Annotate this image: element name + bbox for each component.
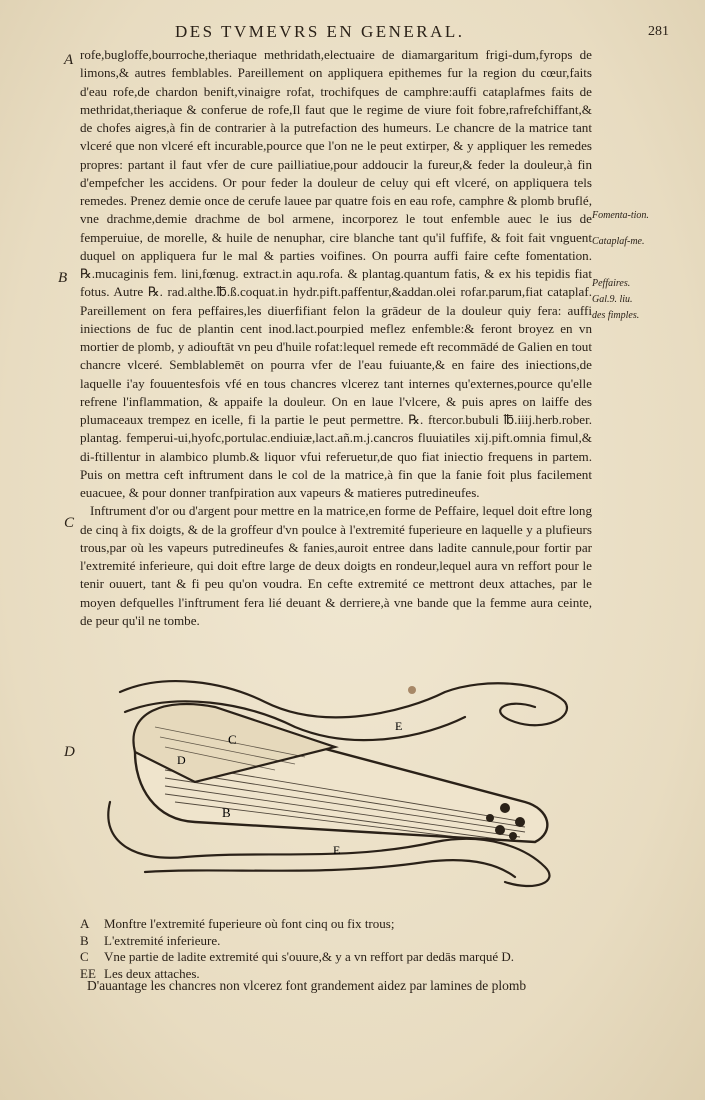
legend-row-a — [80, 916, 514, 933]
pessary-illustration — [105, 672, 580, 897]
running-head: DES TVMEVRS EN GENERAL. — [175, 22, 465, 41]
legend-text: Monftre l'extremité fuperieure où font cinq ou fix trous; — [104, 916, 395, 931]
margin-letter-a: A — [64, 52, 74, 68]
legend-text: Les deux attaches. — [104, 965, 200, 981]
figure-label-b: B — [222, 805, 231, 820]
margin-note-cataplasme: Cataplaf-me. — [592, 236, 645, 247]
pessary-body — [133, 704, 547, 842]
margin-note-fomentation: Fomenta-tion. — [592, 210, 649, 221]
figure-label-c: C — [228, 732, 237, 747]
pessary-woodcut — [105, 672, 580, 897]
margin-note-simples: des fimples. — [592, 310, 640, 321]
margin-note-pessaires: Peffaires. — [592, 278, 631, 289]
legend-key: B — [80, 932, 89, 948]
margin-letter-c: C — [64, 515, 75, 531]
page-number: 281 — [648, 24, 669, 39]
figure-label-e-lower: E — [333, 843, 341, 857]
figure-label-e-upper: E — [395, 719, 403, 733]
figure-label-d: D — [177, 753, 186, 767]
legend-text: Vne partie de ladite extremité qui s'ouure,& y a vn reffort par dedās marqué D. — [104, 949, 515, 964]
figure-legend — [80, 916, 514, 982]
margin-letter-b: B — [58, 270, 68, 286]
paragraph-2: Inftrument d'or ou d'argent pour mettre en la matrice,en forme de Peffaire, lequel doit eftre long de cinq à fix doigts, & de la groffeur d'vn poulce à l'extremité fuperieure en laquelle y a plufieurs trous,par où les vapeurs putredineufes & fanies,auroit entree dans ladite cannule,pour fortir par l'extremité inferieure, qui doit eftre large de deux doigts en rondeur,lequel aura vn reffort pour le tenir ouuert, tant & fi peu qu'on voudra. En cefte extremité ce mettront deux attaches, par le moyen defquelles l'inftrument fera lié deuant & derriere,à vne bande que la femme aura ceinte, de peur qu'il ne tombe. — [80, 503, 592, 628]
main-text — [80, 46, 592, 630]
paragraph-1: rofe,bugloffe,bourroche,theriaque methridath,electuaire de diamargaritum frigi-dum,fyrops de limons,& autres femblables. Pareillement on appliquera epithemes fur la region du cœur,faits d'eau rofe,de chardon benift,vinaigre rofat, trochifques de camphre:auffi cataplafmes faits de methridat,theriaque & conferue de rofe,Il faut que le regime de viure foit fobre,rafrefchiffant,& de chofes aigres,à fin de contrarier à la putrefaction des humeurs. Le chancre de la matrice tant vlceré que non vlceré eft incurable,pource que l'on ne le peut extirper, & y appliquer les remedes propres: partant il faut vfer de cure pailliatiue,pour addoucir la fureur,& feder la douleur,à fin d'empefcher les accidens. Or pour feder la douleur de celuy qui eft vlceré, on appliquera tels remedes. Prenez demie once de cerufe lauee par quatre fois en eau rofe, camphre & plomb bruflé, vne drachme,demie drachme de bol armene, incorporez le tout enfemble auec le ius de femperuiue, de morelle, & huile de nenuphar, cire blanche tant qu'il fuffife, & foit fait vnguent duquel on appliquera fur le mal & parties voifines. On pourra auffi faire cefte fomentation. ℞.mucaginis fem. lini,fœnug. extract.in aqu.rofa. & plantag.quantum fatis, & ex his tepidis fiat fotus. Autre ℞. rad.althe.℔.ß.coquat.in hydr.pift.paffentur,&addan.olei rofar.parum,fiat cataplaf. Pareillement on fera peffaires,les diuerfifiant felon la grādeur de la douleur quiy fera: auffi iniections de fuc de plantin cent inod.lact.pourpied meflez enfemble:& feront broyez en vn mortier de plomb, y adiouftāt vn peu d'huile rofat:lequel remede eft recommādé de Galien en tout chancre vlceré. Semblablemēt on pourra vfer de l'eau fuiuante,& en faire des iniections,de laquelle i'ay fouuentesfois vfé en tous chancres vlcerez tant internes qu'externes,pource qu'elle refrene l'inflammation, & appaife la douleur. On en laue l'vlcere, & puis apres on laiffe des plumaceaux trempez en icelle, fi la partie le peut permettre. ℞. ftercor.bubuli ℔.iiij.herb.rober. plantag. femperui-ui,hyofc,portulac.endiuiæ,lact.añ.m.j.cancros fluuiatiles xij.pift.omnia fimul,& di-ftillentur in alambico plumb.& liquor vfui referuetur,de quo fiat iniectio frequens in partem. Puis on mettra ceft inftrument dans le col de la matrice,à fin que la fanie foit plus facilement euacuee, & pour donner tranfpiration aux vapeurs & matieres putredineufes. — [80, 47, 592, 500]
legend-key: EE — [80, 965, 96, 981]
legend-key: A — [80, 916, 90, 931]
legend-row-b — [80, 933, 514, 950]
margin-letter-d: D — [64, 744, 75, 760]
legend-text: L'extremité inferieure. — [104, 932, 221, 948]
continuation-line: D'auantage les chancres non vlcerez font grandement aidez par lamines de plomb — [87, 978, 527, 993]
margin-note-galien: Gal.9. liu. — [592, 294, 633, 305]
margin-notes — [592, 210, 649, 336]
legend-row-c — [80, 949, 514, 966]
lower-ribbon-inner — [145, 860, 515, 877]
legend-key: C — [80, 949, 89, 964]
ink-stain — [408, 686, 416, 694]
